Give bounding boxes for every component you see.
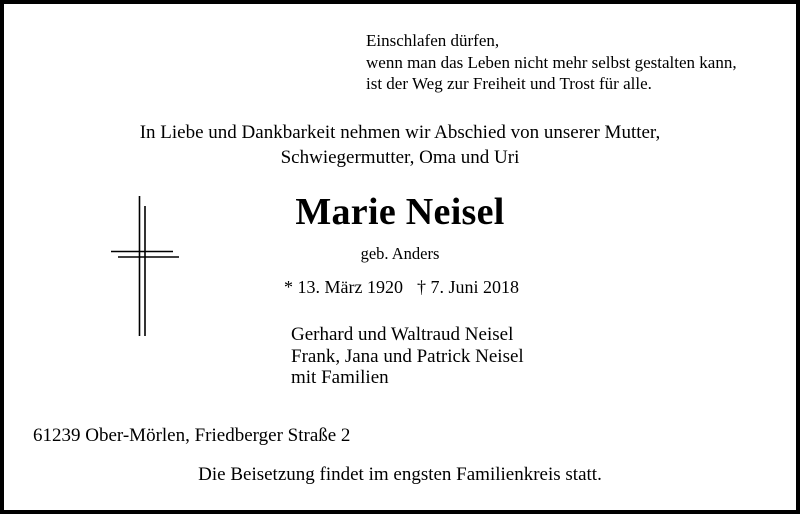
intro-text	[4, 120, 796, 170]
funeral-notice: Die Beisetzung findet im engsten Familienkreis statt.	[198, 464, 602, 485]
deceased-name: Marie Neisel	[295, 191, 505, 233]
obituary-notice	[4, 4, 796, 510]
address: 61239 Ober-Mörlen, Friedberger Straße 2	[33, 425, 351, 446]
poem-line: Einschlafen dürfen,	[366, 31, 500, 50]
life-dates	[284, 277, 519, 298]
birth-date: * 13. März 1920	[284, 277, 403, 297]
death-date: † 7. Juni 2018	[416, 277, 519, 297]
mourner-line: Gerhard und Waltraud Neisel	[291, 324, 514, 345]
mourners-list	[291, 324, 524, 389]
poem-verse	[366, 30, 737, 95]
mourner-line: mit Familien	[291, 367, 389, 388]
intro-line: Schwiegermutter, Oma und Uri	[280, 147, 520, 168]
intro-line: In Liebe und Dankbarkeit nehmen wir Abschied von unserer Mutter,	[139, 122, 661, 143]
poem-line: ist der Weg zur Freiheit und Trost für alle.	[366, 74, 652, 93]
mourner-line: Frank, Jana und Patrick Neisel	[291, 345, 524, 367]
poem-line: wenn man das Leben nicht mehr selbst gestalten kann,	[366, 52, 737, 72]
birth-name: geb. Anders	[360, 244, 440, 263]
